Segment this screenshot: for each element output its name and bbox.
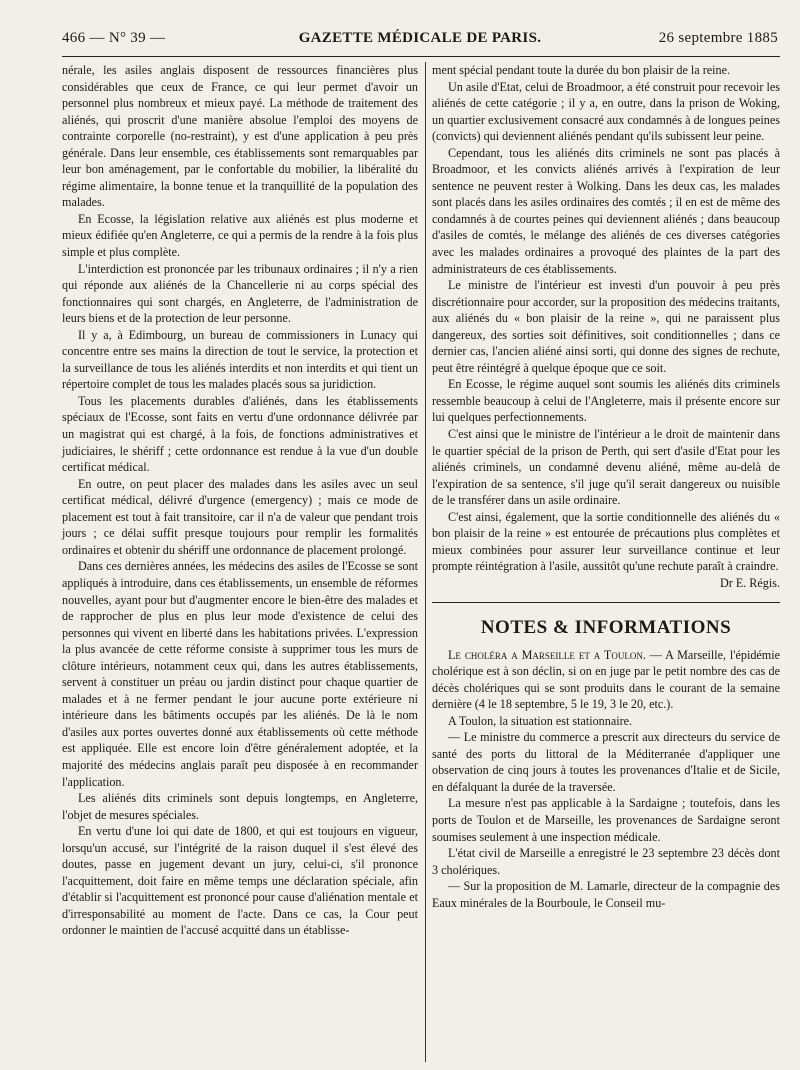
left-column bbox=[62, 62, 418, 939]
author-signature: Dr E. Régis. bbox=[719, 575, 780, 590]
issue-date: 26 septembre 1885 bbox=[658, 30, 778, 46]
page-header bbox=[62, 30, 778, 50]
paragraph: En vertu d'une loi qui date de 1800, et qui est toujours en vigueur, lorsqu'un accusé, sur l'intégrité de la raison duquel il s'est élevé des doutes, passe en jugement devant un jury, celui-ci, s'il prononce l'acquittement, doit faire en même temps une déclaration spéciale, afin d'établir si l'acquittement est prononcé pour cause d'aliénation mentale et d'irresponsabilité au moment de l'acte. Dans ce cas, la Cour peut ordonner le maintien de l'accusé acquitté dans un établisse- bbox=[62, 824, 418, 938]
paragraph: Il y a, à Edimbourg, un bureau de commissioners in Lunacy qui concentre entre ses mains la direction de tout le service, la protection et la surveillance de tous les aliénés interdits et non interdits et qui tient un répertoire complet de tous les malades placés sous sa juridiction. bbox=[62, 327, 418, 392]
paragraph: En Ecosse, le régime auquel sont soumis les aliénés dits criminels ressemble beaucoup à celui de l'Angleterre, mais il présente encore sur lui quelques perfectionnements. bbox=[432, 377, 780, 425]
paragraph: L'interdiction est prononcée par les tribunaux ordinaires ; il n'y a rien qui réponde aux aliénés de la Chancellerie ni au corps spécial des fonctionnaires qui sont chargés, en Angleterre, de l'administration de leurs biens et de la protection de leur personne. bbox=[62, 261, 418, 326]
page-number-issue: 466 — N° 39 — bbox=[62, 30, 166, 46]
notes-paragraph: La mesure n'est pas applicable à la Sardaigne ; toutefois, dans les ports de Toulon et de Marseille, les provenances de Sardaigne seront soumises seulement à une inspection médicale. bbox=[432, 796, 780, 844]
notes-lead: Le choléra a Marseille et a Toulon. bbox=[448, 647, 646, 662]
column-divider bbox=[425, 62, 426, 1062]
paragraph: Dans ces dernières années, les médecins des asiles de l'Ecosse se sont appliqués à introduire, dans ces établissements, un ensemble de réformes nouvelles, ayant pour but d'augmenter encore le bien-être des malades et de rapprocher de plus en plus leur mode d'existence de celui des personnes qui vivent en liberté dans les habitations privées. L'expression la plus avancée de cette réforme consiste à supprimer tous les murs de clôture intérieurs, notamment ceux qui, dans les autres établissements, servent à constituer un préau ou jardin distinct pour chaque quartier de malades et à ne fermer pendant le jour aucune porte extérieure ni intérieure dans les bâtiments occupés par les aliénés. De là le nom d'asiles aux portes ouvertes donné aux établissements où cette méthode est appliquée. Elle est encore loin d'être généralement adoptée, et la majorité des médecins anglais paraît peu disposée à en recommander l'application. bbox=[62, 559, 418, 789]
paragraph: Cependant, tous les aliénés dits criminels ne sont pas placés à Broadmoor, et les convicts aliénés arrivés à l'expiration de leur sentence ne peuvent rester à Wolking. Dans les deux cas, les malades sont placés dans les asiles ordinaires des comtés ; il en est de même des condamnés à de courtes peines qui deviennent aliénés ; dans beaucoup d'asiles de comtés, le mélange des aliénés de ces diverses catégories avec les malades ordinaires a provoqué des plaintes de la part des administrateurs de ces établissements. bbox=[432, 145, 780, 276]
paragraph: C'est ainsi, également, que la sortie conditionnelle des aliénés du « bon plaisir de la reine » est entourée de précautions plus complètes et mieux combinées pour assurer leur surveillance continue et leur prompte réintégration à l'asile, aussitôt qu'une rechute paraît à craindre. bbox=[432, 509, 780, 574]
paragraph: Les aliénés dits criminels sont depuis longtemps, en Angleterre, l'objet de mesures spéciales. bbox=[62, 791, 418, 822]
paragraph: C'est ainsi que le ministre de l'intérieur a le droit de maintenir dans le quartier spécial de la prison de Perth, qui sert d'asile d'Etat pour les aliénés criminels, un condamné devenu aliéné, même au-delà de l'expiration de sa sentence, s'il juge qu'il serait dangereux ou nuisible de le transférer dans un asile ordinaire. bbox=[432, 427, 780, 508]
notes-paragraph: A Toulon, la situation est stationnaire. bbox=[448, 713, 633, 728]
paragraph: nérale, les asiles anglais disposent de ressources financières plus considérables que ceux de France, ce qui leur permet d'avoir un personnel plus nombreux et mieux payé. La méthode de traitement des aliénés, qui proscrit d'une manière absolue l'emploi des moyens de contrainte corporelle (no-restraint), y est d'une application à peu près générale. Dans leur ensemble, ces établissements sont remarquables par leur bon aménagement, par le confortable du mobilier, la libéralité du régime alimentaire, la bonne tenue et la tranquillité de la population des malades. bbox=[62, 63, 418, 210]
header-rule bbox=[62, 56, 780, 57]
paragraph: Tous les placements durables d'aliénés, dans les établissements spéciaux de l'Ecosse, sont faits en vertu d'une ordonnance délivrée par un magistrat qui est chargé, à la fois, de fonctions administratives et judiciaires, le shériff ; cette ordonnance est rendue à la vue d'un double certificat médical. bbox=[62, 393, 418, 475]
journal-title: GAZETTE MÉDICALE DE PARIS. bbox=[298, 30, 542, 46]
section-rule bbox=[432, 602, 780, 603]
notes-paragraph: — Sur la proposition de M. Lamarle, directeur de la compagnie des Eaux minérales de la Bourboule, le Conseil mu- bbox=[432, 879, 780, 910]
paragraph: Un asile d'Etat, celui de Broadmoor, a été construit pour recevoir les aliénés de cette catégorie ; il y a, en outre, dans la prison de Woking, un quartier exclusivement consacré aux condamnés à de longues peines (convicts) qui deviennent aliénés pendant qu'ils subissent leur peine. bbox=[432, 79, 780, 144]
notes-paragraph: Le choléra a Marseille et a Toulon. — A Marseille, l'épidémie cholérique est à son déclin, si on en juge par le petit nombre des cas de décès cholériques qui se sont produits dans le courant de la semaine dernière (4 le 18 septembre, 5 le 19, 3 le 20, etc.). bbox=[432, 647, 780, 712]
notes-section-title: NOTES & INFORMATIONS bbox=[480, 616, 732, 638]
right-column bbox=[432, 62, 780, 911]
paragraph: En outre, on peut placer des malades dans les asiles avec un seul certificat médical, délivré d'urgence (emergency) ; mais ce mode de placement est tout à fait transitoire, car il n'a de valeur que pendant trois jours ; ce délai suffit presque toujours pour remplir les formalités ordinaires et obtenir du shériff une ordonnance de placement prolongé. bbox=[62, 476, 418, 557]
notes-paragraph: — Le ministre du commerce a prescrit aux directeurs du service de santé des ports du littoral de la Méditerranée d'appliquer une observation de cinq jours à toutes les provenances d'Italie et de Sicile, en défalquant la durée de la traversée. bbox=[432, 730, 780, 794]
notes-paragraph: L'état civil de Marseille a enregistré le 23 septembre 23 décès dont 3 cholériques. bbox=[432, 846, 780, 877]
paragraph: ment spécial pendant toute la durée du bon plaisir de la reine. bbox=[432, 63, 731, 77]
paragraph: En Ecosse, la législation relative aux aliénés est plus moderne et mieux édifiée qu'en Angleterre, ce qui a permis de la rendre à la fois plus simple et plus complète. bbox=[62, 211, 418, 260]
paragraph: Le ministre de l'intérieur est investi d'un pouvoir à peu près discrétionnaire pour accorder, sur la proposition des médecins traitants, aux aliénés du « bon plaisir de la reine », qui ne paraissent plus dangereux, des sorties soit définitives, soit conditionnelles ; dans ce dernier cas, l'ancien aliéné ainsi sorti, qui donne des signes de rechute, peut être réintégré à quelque époque que ce soit. bbox=[432, 278, 780, 375]
